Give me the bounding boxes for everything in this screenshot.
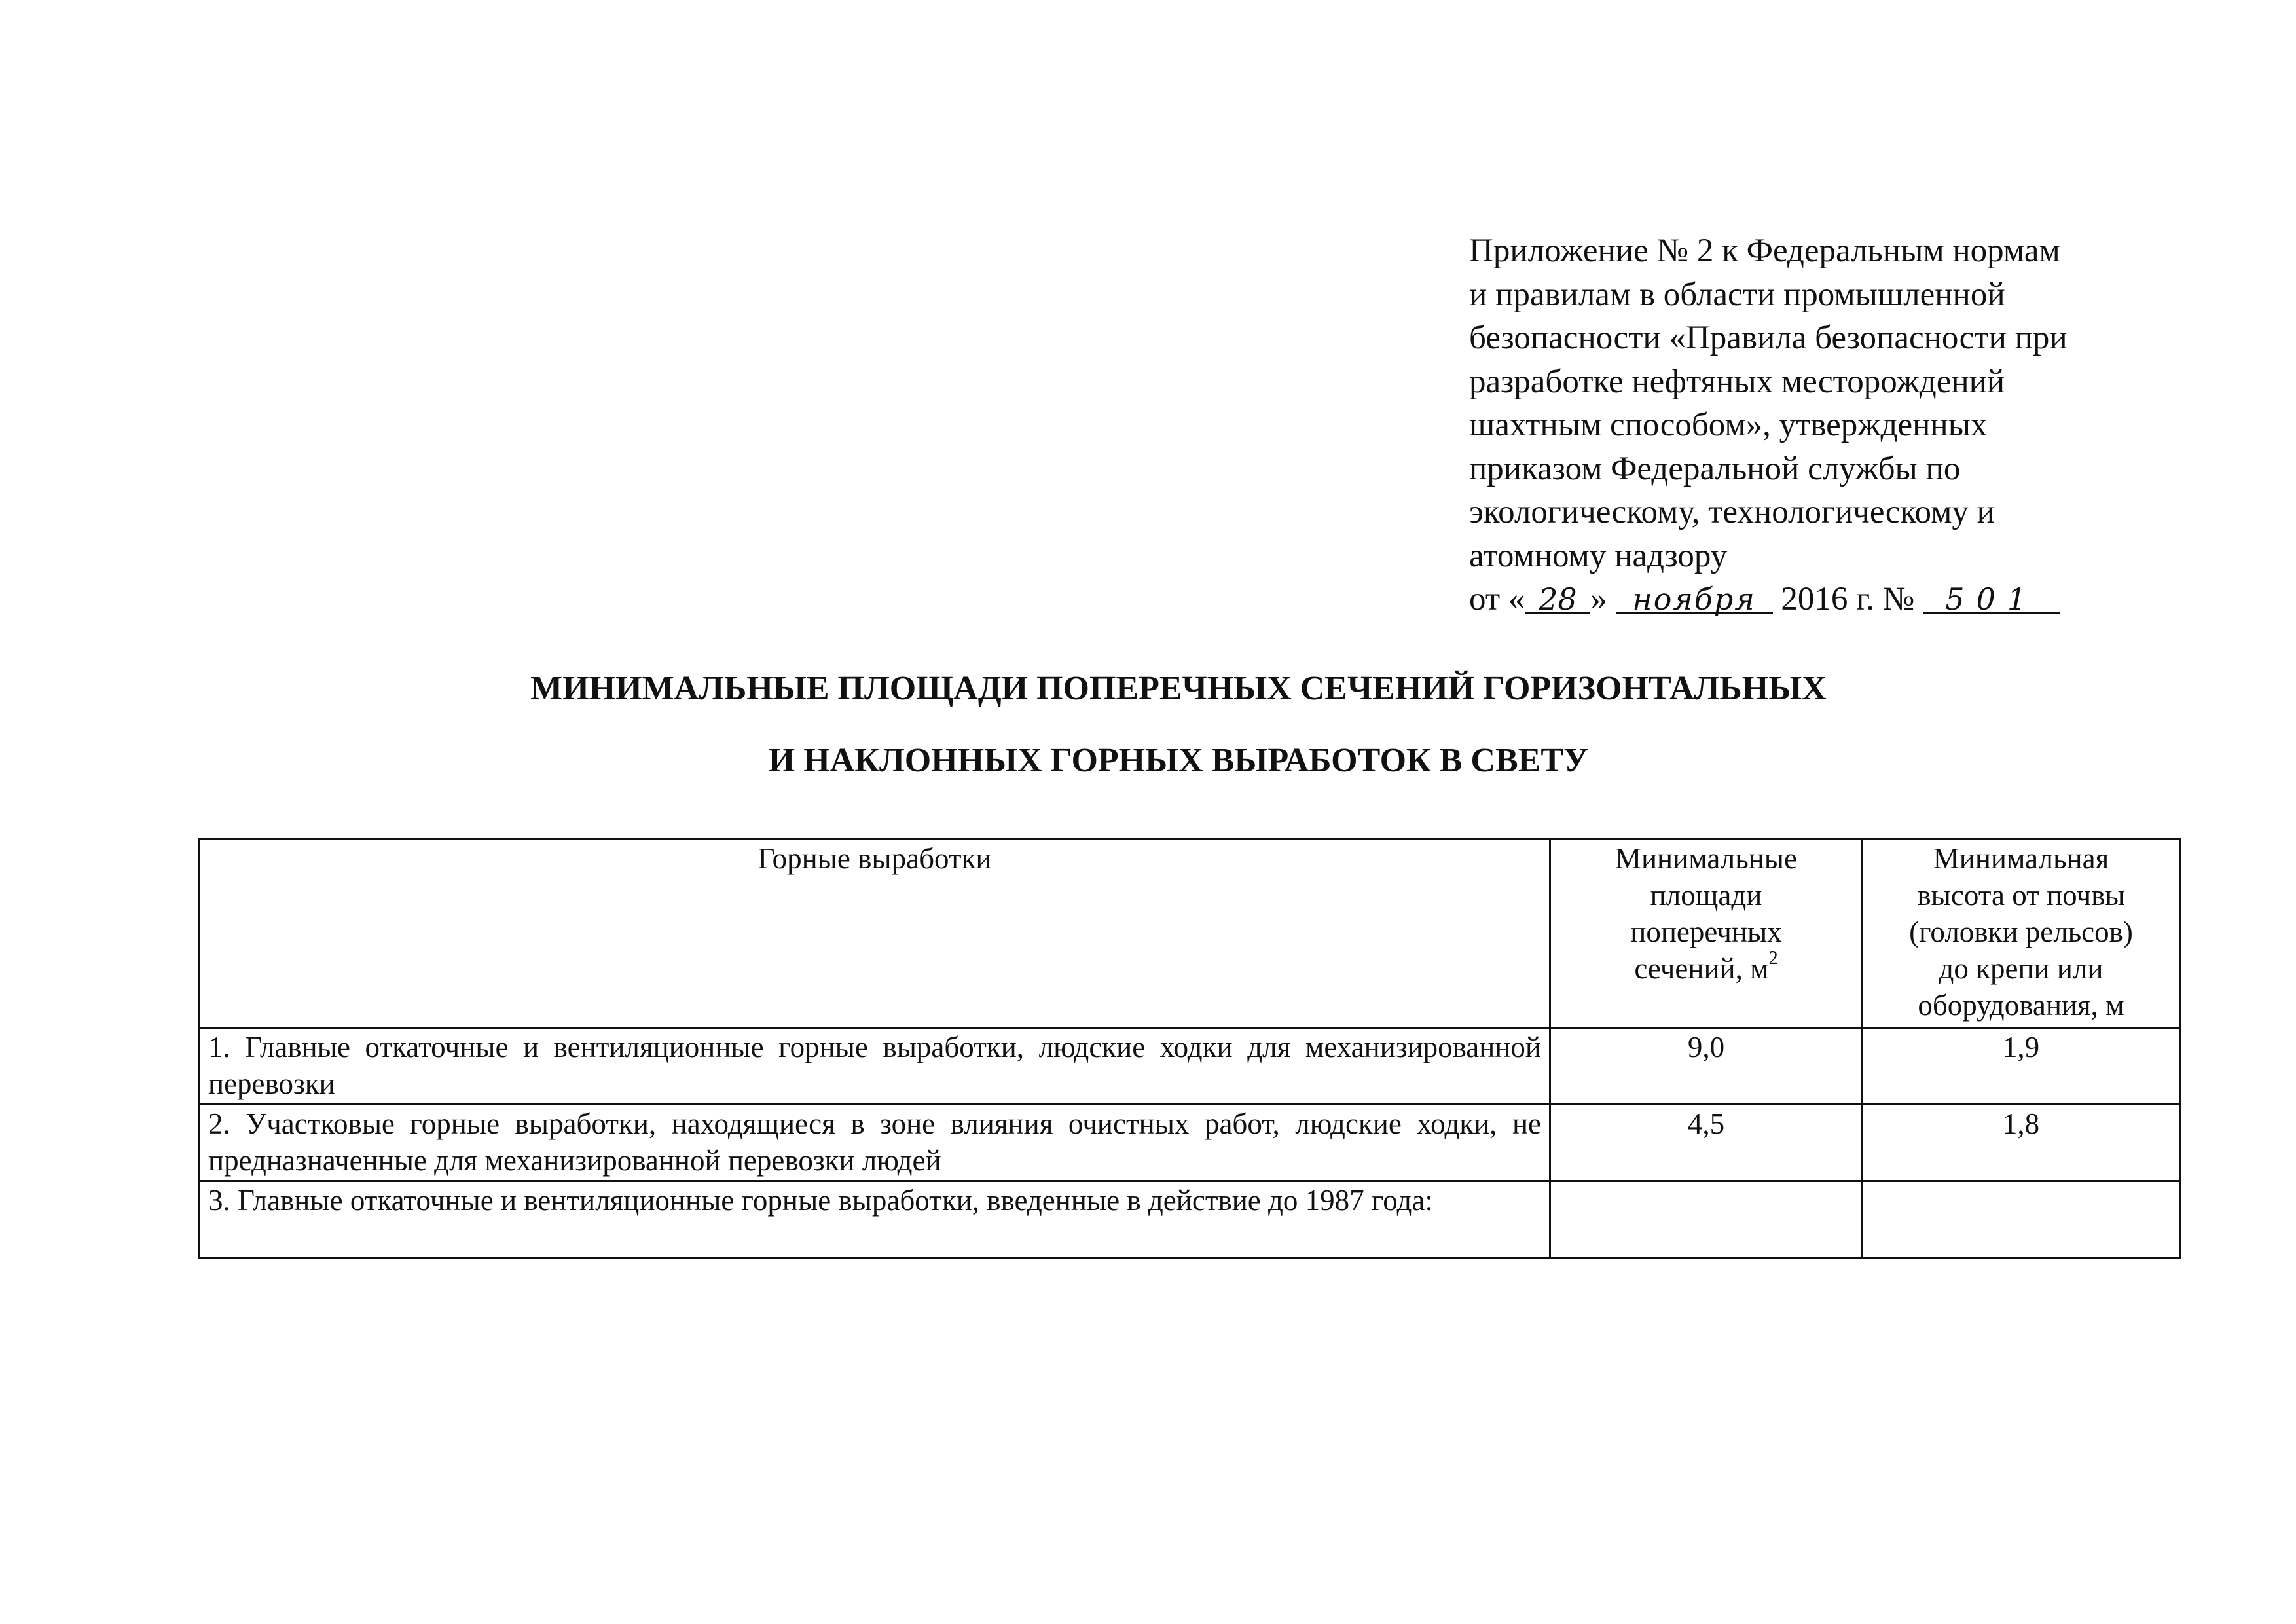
appendix-line: и правилам в области промышленной	[1469, 276, 2005, 313]
header-height-line: до крепи или	[1939, 952, 2104, 985]
appendix-line: экологическому, технологическому и	[1469, 494, 1995, 530]
area-cell: 9,0	[1550, 1028, 1863, 1105]
appendix-header	[1469, 229, 2202, 621]
appendix-line: Приложение № 2 к Федеральным нормам	[1469, 232, 2060, 269]
appendix-line: приказом Федеральной службы по	[1469, 450, 1961, 487]
appendix-line: разработке нефтяных месторождений	[1469, 363, 2005, 400]
work-cell: 3. Главные откаточные и вентиляционные горные выработки, введенные в действие до 1987 года:	[200, 1181, 1550, 1258]
header-height-line: (головки рельсов)	[1909, 915, 2133, 948]
table-row	[200, 1181, 2180, 1258]
date-close-quote: »	[1590, 581, 1607, 618]
header-area-line: Минимальные	[1614, 842, 1798, 875]
appendix-line: шахтным способом», утвержденных	[1469, 407, 1988, 443]
date-year: 2016 г. №	[1781, 581, 1915, 618]
appendix-line: атомному надзору	[1469, 537, 1728, 574]
date-prefix: от «	[1469, 581, 1525, 618]
header-min-area	[1550, 840, 1863, 1028]
header-height-line: оборудования, м	[1918, 989, 2124, 1022]
area-cell: 4,5	[1550, 1105, 1863, 1181]
document-title-line-1: МИНИМАЛЬНЫЕ ПЛОЩАДИ ПОПЕРЕЧНЫХ СЕЧЕНИЙ ГОРИЗОНТАЛЬНЫХ	[530, 670, 1827, 707]
appendix-line: безопасности «Правила безопасности при	[1469, 320, 2068, 356]
document-title-line-2: И НАКЛОННЫХ ГОРНЫХ ВЫРАБОТОК В СВЕТУ	[768, 742, 1589, 779]
header-works: Горные выработки	[200, 840, 1550, 1028]
order-date-line	[1469, 578, 2202, 621]
norms-table-container	[198, 838, 2181, 1259]
header-height-line: Минимальная	[1933, 842, 2109, 875]
handwritten-month: ноября	[1616, 583, 1773, 616]
header-area-line: сечений, м	[1634, 952, 1769, 985]
handwritten-order-number: 501	[1923, 583, 2060, 616]
area-cell	[1550, 1181, 1863, 1258]
height-cell: 1,9	[1863, 1028, 2180, 1105]
header-area-line: площади	[1650, 879, 1762, 912]
table-row	[200, 1028, 2180, 1105]
handwritten-day: 28	[1525, 583, 1590, 616]
norms-table	[198, 838, 2181, 1259]
height-cell: 1,8	[1863, 1105, 2180, 1181]
header-min-height	[1863, 840, 2180, 1028]
header-area-unit-superscript: 2	[1768, 948, 1778, 969]
table-row	[200, 1105, 2180, 1181]
work-cell: 2. Участковые горные выработки, находящиеся в зоне влияния очистных работ, людские ходки, не предназначенные для механизированной перевозки людей	[200, 1105, 1550, 1181]
work-cell: 1. Главные откаточные и вентиляционные горные выработки, людские ходки для механизированной перевозки	[200, 1028, 1550, 1105]
header-height-line: высота от почвы	[1917, 879, 2125, 912]
table-header-row	[200, 840, 2180, 1028]
height-cell	[1863, 1181, 2180, 1258]
header-area-line: поперечных	[1630, 915, 1782, 948]
